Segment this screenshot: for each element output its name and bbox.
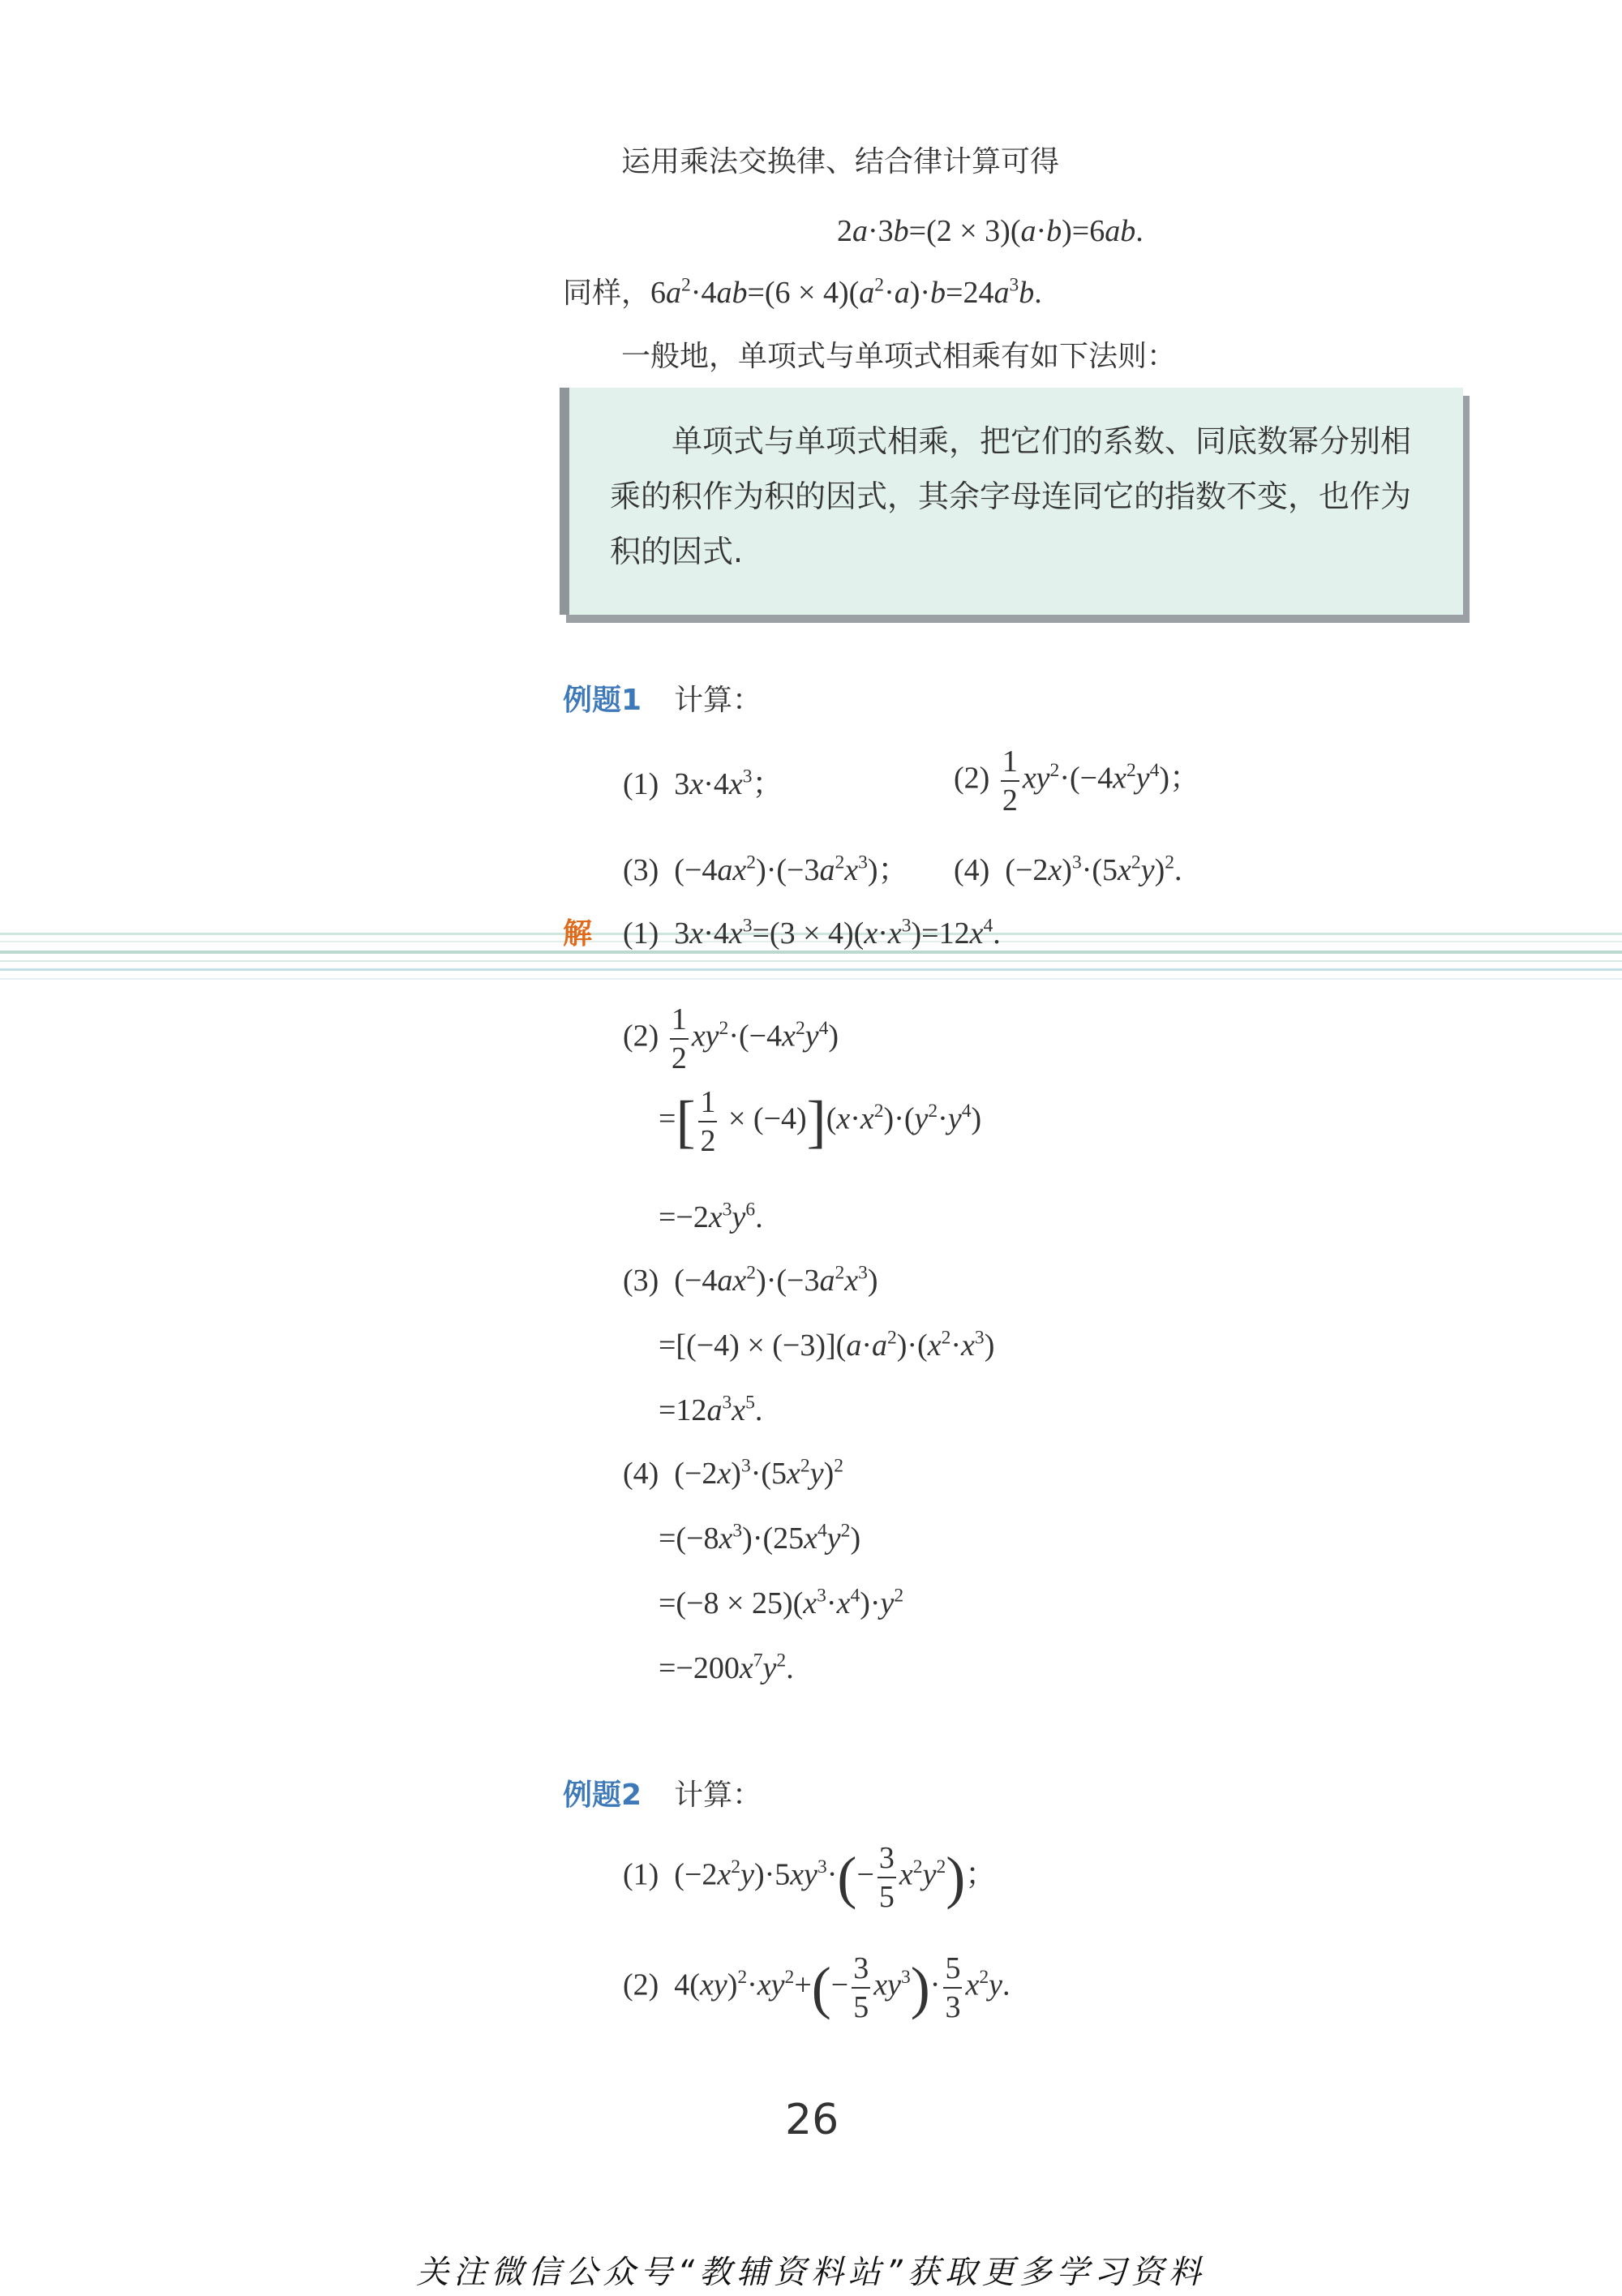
solution-line-1: (1) $3x\cdot 4x^3=(3 \times 4)(x\cdot x^3)=12x^4$. xyxy=(623,915,1001,951)
example1-heading xyxy=(563,683,762,719)
example1-problem-3: (3) $(-4ax^2)\cdot(-3a^2x^3)$； xyxy=(623,852,909,887)
solution-line-9: $=(-8x^3)\cdot(25x^4y^2)$ xyxy=(659,1520,861,1556)
example2-problem-1: (1) $(-2x^2y)\cdot 5xy^3\cdot(-$ $\frac{3}{5}$ $x^2y^2$)； xyxy=(623,1841,997,1914)
example1-problem-4: (4) $(-2x)^3\cdot(5x^2y)^2$. xyxy=(954,852,1182,887)
solution-line-2: (2) $\frac{1}{2}$ $xy^2\cdot(-4x^2y^4)$ xyxy=(623,1002,839,1075)
solution-line-6: $=[(-4) \times (-3)](a\cdot a^2)\cdot(x^2\cdot x^3)$ xyxy=(659,1327,995,1363)
general-line: 一般地，单项式与单项式相乘有如下法则： xyxy=(621,340,1177,373)
example2-prompt: 计算： xyxy=(674,1779,762,1812)
intro-formula: 2a·3b=(2 × 3)(a·b)=6ab. xyxy=(837,214,1144,248)
intro-line: 运用乘法交换律、结合律计算可得 xyxy=(621,145,1060,178)
solution-line-7: $=12a^3x^5$. xyxy=(659,1392,763,1427)
solution-line-11: $=-200x^7y^2$. xyxy=(659,1650,794,1685)
page-number: 26 xyxy=(785,2096,839,2144)
solution-label: 解 xyxy=(563,917,593,951)
example1-label: 例题1 xyxy=(563,684,642,717)
example1-problem-1: (1) $3x\cdot 4x^3$； xyxy=(623,766,783,801)
example2-label: 例题2 xyxy=(563,1779,642,1812)
rule-text: 单项式与单项式相乘，把它们的系数、同底数幂分别相乘的积作为积的因式，其余字母连同它的指数不变，也作为积的因式. xyxy=(610,423,1412,569)
solution-line-4: $=-2x^3y^6$. xyxy=(659,1199,763,1234)
solution-line-8: (4) $(-2x)^3\cdot(5x^2y)^2$ xyxy=(623,1455,843,1491)
example1-problem-2: (2) $\frac{1}{2}$ $xy^2\cdot(-4x^2y^4)$； xyxy=(954,745,1201,818)
footer-text: 关注微信公众号“教辅资料站”获取更多学习资料 xyxy=(416,2254,1206,2291)
same-line: 同样，$6a^2\cdot 4ab=(6 \times 4)(a^2\cdot a)\cdot b=24a^3b$. xyxy=(563,274,1042,310)
solution-line-3: =[ $\frac{1}{2}$ × $(-4)](x\cdot x^2)\cdot(y^2\cdot y^4)$ xyxy=(659,1085,982,1158)
solution-line-10: $=(-8 \times 25)(x^3\cdot x^4)\cdot y^2$ xyxy=(659,1585,904,1620)
solution-line-5: (3) $(-4ax^2)\cdot(-3a^2x^3)$ xyxy=(623,1262,878,1298)
example1-prompt: 计算： xyxy=(674,684,762,717)
example2-heading xyxy=(563,1778,762,1813)
example2-problem-2: (2) $4(xy)^2\cdot xy^2+(-$ $\frac{3}{5}$ $xy^3)\cdot$ $\frac{5}{3}$ $x^2y$. xyxy=(623,1951,1011,2024)
